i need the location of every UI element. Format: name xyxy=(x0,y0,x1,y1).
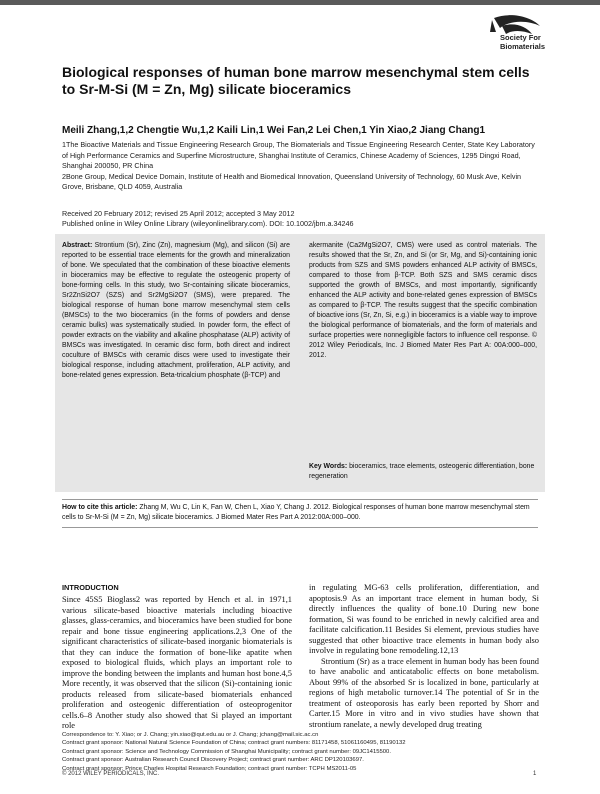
grant-line: Contract grant sponsor: Prince Charles Hospital Research Foundation; contract grant number: TCPH MS2011-05 xyxy=(62,765,357,772)
received-dates: Received 20 February 2012; revised 25 April 2012; accepted 3 May 2012 xyxy=(62,209,295,218)
grant-line: Contract grant sponsor: Australian Research Council Discovery Project; contract grant number: ARC DP120103697. xyxy=(62,757,364,764)
abstract-text-left: Strontium (Sr), Zinc (Zn), magnesium (Mg), and silicon (Si) are reported to be essential trace elements for the growth and mineralization of bone. We speculated that the combination of these bioactive elements in bioceramics may be effective to regulate the osteogenic property of bone-forming cells. In this study, two Sr-containing silicate bioceramics, Sr2ZnSi2O7 (SZS) and Sr2MgSi2O7 (SMS), were prepared. The biological response of human bone marrow mesenchymal stem cells (BMSCs) to the two bioceramics (in the forms of powders and dense ceramic bulks) was systematically studied. In powder form, the effect of powder extracts on the viability and alkaline phosphatase (ALP) activity of BMSCs was investigated. In ceramic disc form, both direct and indirect coculture of BMSCs with ceramic discs were used to investigate their biological response, including attachment, proliferation, ALP activity, and bone-related genes expression. Beta-tricalcium phosphate (β-TCP) and xyxy=(62,242,290,379)
keywords-label: Key Words: xyxy=(309,463,348,470)
intro-right-column xyxy=(309,583,539,730)
intro-paragraph: in regulating MG-63 cells proliferation, differentiation, and apoptosis.9 As an important trace element in human body, Si directly influences the quality of bone.10 During new bone formation, Si was found to be enriched in newly calcified area and facilitate calcification.11 Besides Si element, previous studies have suggested that other bioactive trace elements in human body also involve in regulating bone remodeling.12,13 xyxy=(309,583,539,655)
citation-text: Zhang M, Wu C, Lin K, Fan W, Chen L, Xiao Y, Chang J. 2012. Biological responses of human bone marrow mesenchymal stem cells to Sr-M-Si (M = Zn, Mg) silicate bioceramics. J Biomed Mater Res Part A 2012:00A:000–000. xyxy=(62,504,530,521)
divider xyxy=(62,499,538,500)
affiliations xyxy=(62,140,542,193)
intro-left-column: Since 45S5 Bioglass2 was reported by Hench et al. in 1971,1 various silicate-based bioactive materials including bioactive glasses, glass-ceramics, and bioceramics have been studied for bone repair and bone tissue engineering applications.2,3 One of the significant characteristics of silicate-based inorganic biomaterials is that they can induce the formation of bone-like apatite when exposed to biological fluids, which plays an important role to improve the bonding between the implants and human host bone.4,5 More recently, it was observed that the silicon (Si)-containing ionic products released from silicate-based biomaterials enhanced proliferation and osteogenic differentiation of osteoprogenitor cells.6–8 Another study also showed that Si played an important role xyxy=(62,595,292,730)
abstract-left xyxy=(62,241,290,381)
correspondence-line: Correspondence to: Y. Xiao; or J. Chang; yin.xiao@qut.edu.au or J. Chang; jchang@mail.sic.ac.cn xyxy=(62,732,319,738)
article-title: Biological responses of human bone marrow mesenchymal stem cells to Sr-M-Si (M = Zn, Mg) silicate bioceramics xyxy=(62,64,530,97)
grant-line: Contract grant sponsor: National Natural Science Foundation of China; contract grant numbers: 81171458, 51061160495, 81190132 xyxy=(62,740,406,747)
society-logo-text: Society For Biomaterials xyxy=(500,33,546,51)
published-online: Published online in Wiley Online Library (wileyonlinelibrary.com). DOI: 10.1002/jbm.a.34246 xyxy=(62,219,354,228)
citation-label: How to cite this article: xyxy=(62,504,138,511)
author-list: Meili Zhang,1,2 Chengtie Wu,1,2 Kaili Lin,1 Wei Fan,2 Lei Chen,1 Yin Xiao,2 Jiang Chang1 xyxy=(62,125,486,136)
grant-line: Contract grant sponsor: Science and Technology Commission of Shanghai Municipality; contract grant number: 09JC1415500. xyxy=(62,748,391,755)
footer-copyright: © 2012 WILEY PERIODICALS, INC. xyxy=(62,771,160,777)
affiliation-2: 2Bone Group, Medical Device Domain, Institute of Health and Biomedical Innovation, Queensland University of Technology, 60 Musk Ave, Kelvin Grove, Brisbane, QLD 4059, Australia xyxy=(62,171,522,192)
affiliation-1: 1The Bioactive Materials and Tissue Engineering Research Group, The Biomaterials and Tissue Engineering Research Center, State Key Laboratory of High Performance Ceramics and Superfine Microstructure, Shanghai Institute of Ceramics, Chinese Academy of Sciences, 1295 Dingxi Road, Shanghai 200050, PR China xyxy=(62,140,535,171)
correspondence-notes xyxy=(62,731,538,773)
abstract-label: Abstract: xyxy=(62,242,93,249)
abstract-right: akermanite (Ca2MgSi2O7, CMS) were used as control materials. The results showed that the Sr, Zn, and Si (or Sr, Mg, and Si)-containing ionic products from SZS and SMS powders enhanced ALP activity of BMSCs, compared to those from β-TCP. Both SZS and SMS ceramic discs supported the growth of BMSCs, and most importantly, significantly enhanced the ALP activity and bone-related genes expression of BMSCs as compared to β-TCP. The results suggest that the specific combination of bioactive ions (Sr, Zn, Si, e.g.) in bioceramics is a viable way to improve the biological performance of biomaterials, and the form of materials and surface properties were nonnegligible factors to influence cell response. © 2012 Wiley Periodicals, Inc. J Biomed Mater Res Part A: 00A:000–000, 2012. xyxy=(309,242,537,359)
top-bar xyxy=(0,0,600,5)
section-heading: INTRODUCTION xyxy=(62,583,119,592)
divider xyxy=(62,527,538,528)
citation xyxy=(62,503,538,523)
intro-paragraph: Strontium (Sr) as a trace element in human body has been found to have anabolic and anticatabolic effects on bone metabolism. About 99% of the absorbed Sr is localized in bone, particularly at regions of high metabolic turnover.14 The potential of Sr in the treatment of osteoporosis has early been reported by Shorr and Carter.15 More in vitro and in vivo studies have shown that strontium ranelate, a newly developed drug treating xyxy=(309,656,539,729)
article-dates xyxy=(62,209,542,229)
keywords xyxy=(309,462,539,482)
keywords-text: bioceramics, trace elements, osteogenic differentiation, bone regeneration xyxy=(309,463,535,480)
page-number: 1 xyxy=(533,771,537,777)
